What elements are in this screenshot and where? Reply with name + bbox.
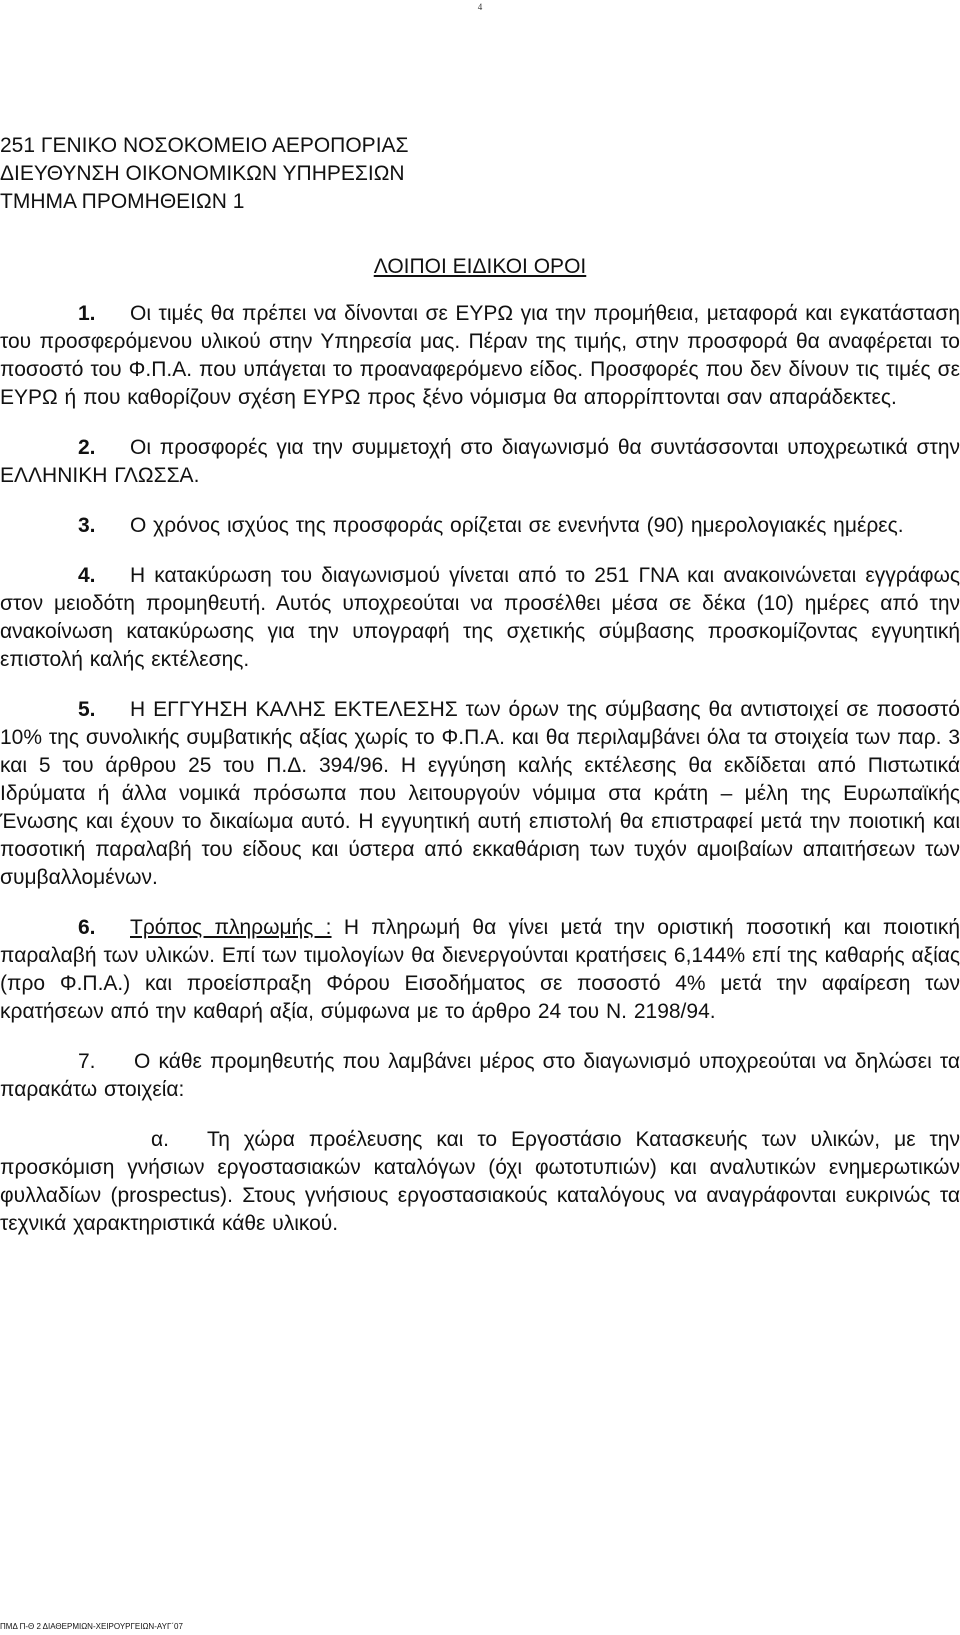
term-number: 6. [78, 916, 96, 939]
term-text: Οι τιμές θα πρέπει να δίνονται σε ΕΥΡΩ για την προμήθεια, μεταφορά και εγκατάσταση του προσφερόμενου υλικού στην Υπηρεσία μας. Πέραν της τιμής, στην προσφορά θα αναφέρεται το ποσοστό του Φ.Π.Α. που υπάγεται το προαναφερόμενο είδος. Προσφορές που δεν δίνουν τις τιμές σε ΕΥΡΩ ή που καθορίζουν σχέση ΕΥΡΩ προς ξένο νόμισμα θα απορρίπτονται σαν απαράδεκτες. [0, 302, 960, 409]
term-number: 5. [78, 698, 96, 721]
term-number: 3. [78, 514, 96, 537]
term-number: 2. [78, 436, 96, 459]
term-heading: Τρόπος πληρωμής : [130, 916, 332, 939]
term-number: 7. [78, 1050, 96, 1073]
term-text: Οι προσφορές για την συμμετοχή στο διαγωνισμό θα συντάσσονται υποχρεωτικά στην ΕΛΛΗΝΙΚΗ ΓΛΩΣΣΑ. [0, 436, 960, 487]
footer-reference: ΠΜΔ Π-Θ 2 ΔΙΑΘΕΡΜΙΩΝ-ΧΕΙΡΟΥΡΓΕΙΩΝ-ΑΥΓ΄07 [0, 1622, 183, 1631]
term-text: Τη χώρα προέλευσης και το Εργοστάσιο Κατασκευής των υλικών, με την προσκόμιση γνήσιων εργοστασιακών καταλόγων (όχι φωτοτυπιών) και αναλυτικών ενημερωτικών φυλλαδίων (prospectus). Στους γνήσιους εργοστασιακούς καταλόγους να αναγράφονται ευκρινώς τα τεχνικά χαρακτηριστικά κάθε υλικού. [0, 1128, 960, 1235]
term-number: 4. [78, 564, 96, 587]
term-paragraph-3 [0, 512, 960, 540]
terms-body [0, 300, 960, 1260]
term-number: 1. [78, 302, 96, 325]
term-letter: α. [151, 1128, 169, 1151]
term-text: Η πληρωμή θα γίνει μετά την οριστική ποσοτική και ποιοτική παραλαβή των υλικών. Επί των τιμολογίων θα διενεργούνται κρατήσεις 6,144% επί της καθαρής αξίας (προ Φ.Π.Α.) και προείσπραξη Φόρου Εισοδήματος σε ποσοστό 4% μετά την αφαίρεση των κρατήσεων από την καθαρή αξία, σύμφωνα με το άρθρο 24 του Ν. 2198/94. [0, 916, 960, 1023]
term-paragraph-1 [0, 300, 960, 412]
page-title: ΛΟΙΠΟΙ ΕΙΔΙΚΟΙ ΟΡΟΙ [373, 255, 587, 278]
term-text: Η ΕΓΓΥΗΣΗ ΚΑΛΗΣ ΕΚΤΕΛΕΣΗΣ των όρων της σύμβασης θα αντιστοιχεί σε ποσοστό 10% της συνολικής συμβατικής αξίας χωρίς το Φ.Π.Α. και θα περιλαμβάνει όλα τα στοιχεία των παρ. 3 και 5 του άρθρου 25 του Π.Δ. 394/96. Η εγγύηση καλής εκτέλεσης θα εκδίδεται από Πιστωτικά Ιδρύματα ή άλλα νομικά πρόσωπα που λειτουργούν νόμιμα στα κράτη – μέλη της Ευρωπαϊκής Ένωσης και έχουν το δικαίωμα αυτό. Η εγγυητική αυτή επιστολή θα επιστραφεί μετά την ποιοτική και ποσοτική παραλαβή του είδους και ύστερα από εκκαθάριση των τυχόν αμοιβαίων απαιτήσεων των συμβαλλομένων. [0, 698, 960, 889]
document-header [0, 132, 960, 216]
header-directorate: ΔΙΕΥΘΥΝΣΗ ΟΙΚΟΝΟΜΙΚΩΝ ΥΠΗΡΕΣΙΩΝ [0, 162, 405, 185]
page-number: 4 [477, 2, 483, 12]
header-hospital-name: 251 ΓΕΝΙΚΟ ΝΟΣΟΚΟΜΕΙΟ ΑΕΡΟΠΟΡΙΑΣ [0, 134, 409, 157]
header-department: ΤΜΗΜΑ ΠΡΟΜΗΘΕΙΩΝ 1 [0, 190, 245, 213]
term-text: Η κατακύρωση του διαγωνισμού γίνεται από το 251 ΓΝΑ και ανακοινώνεται εγγράφως στον μειοδότη προμηθευτή. Αυτός υποχρεούται να προσέλθει μέσα σε δέκα (10) ημέρες από την ανακοίνωση κατακύρωσης για την υπογραφή της σχετικής σύμβασης προσκομίζοντας εγγυητική επιστολή καλής εκτέλεσης. [0, 564, 960, 671]
term-paragraph-6 [0, 914, 960, 1026]
term-paragraph-4 [0, 562, 960, 674]
term-text: Ο χρόνος ισχύος της προσφοράς ορίζεται σε ενενήντα (90) ημερολογιακές ημέρες. [130, 514, 904, 537]
term-paragraph-5 [0, 696, 960, 892]
term-subparagraph-a [0, 1126, 960, 1238]
term-text: Ο κάθε προμηθευτής που λαμβάνει μέρος στο διαγωνισμό υποχρεούται να δηλώσει τα παρακάτω στοιχεία: [0, 1050, 960, 1101]
term-paragraph-2 [0, 434, 960, 490]
term-paragraph-7 [0, 1048, 960, 1104]
